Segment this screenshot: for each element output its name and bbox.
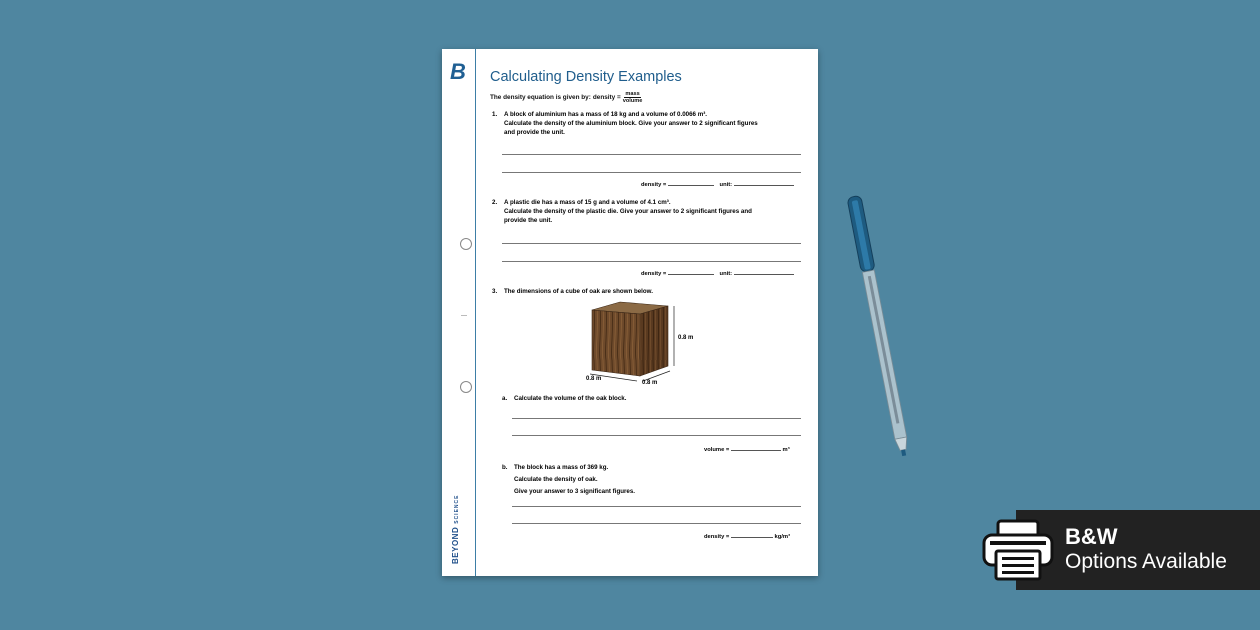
pen-nib [901,449,906,456]
part-label: b. [502,464,508,471]
punch-hole-top [460,238,472,250]
brand-main: BEYOND [451,526,460,564]
question-2 [492,198,804,225]
q1-answer-row [641,182,794,188]
question-3a [502,394,802,403]
question-text: Calculate the density of oak. [514,476,598,483]
density-fraction [623,91,643,104]
pen-ink-tube [868,276,900,424]
cube-side-face [640,306,668,376]
question-number: 2. [492,199,498,206]
brand-sub: SCIENCE [454,494,460,524]
question-text: The block has a mass of 369 kg. [514,464,609,471]
question-text: A block of aluminium has a mass of 18 kg and a volume of 0.0066 m³. [504,111,707,118]
unit-label: unit: [719,271,733,277]
question-text: The dimensions of a cube of oak are shown below. [504,288,653,295]
question-3 [492,287,804,296]
q3a-answer-row [704,447,790,453]
equation-lhs: density = [592,94,621,101]
answer-line[interactable] [502,243,801,244]
question-number: 1. [492,111,498,118]
density-blank[interactable] [668,274,714,275]
beyond-logo-icon: B [450,59,466,84]
question-number: 3. [492,288,498,295]
intro-text [490,91,802,104]
question-1 [492,110,804,137]
volume-blank[interactable] [731,450,781,451]
volume-label: volume = [704,447,730,453]
cube-height-label: 0.8 m [678,335,694,341]
punch-hole-bottom [460,381,472,393]
question-text: Calculate the density of the plastic die. Give your answer to 2 significant figures and [504,208,752,215]
unit-label: unit: [719,182,733,188]
question-text: Give your answer to 3 significant figures. [514,488,636,495]
fraction-numerator: mass [625,91,640,97]
part-label: a. [502,395,508,402]
pen-tip [895,437,909,451]
q3b-answer-row [704,534,790,540]
cube-width-label: 0.8 m [642,380,658,386]
badge-subtitle: Options Available [1065,550,1227,573]
answer-line[interactable] [502,154,801,155]
answer-line[interactable] [512,418,801,419]
density-blank[interactable] [668,185,714,186]
page-title: Calculating Density Examples [490,69,682,85]
intro-sentence: The density equation is given by: [490,94,591,101]
cube-depth-label: 0.8 m [586,376,602,382]
density-label: density = [704,534,730,540]
fraction-denominator: volume [622,98,643,104]
question-text: A plastic die has a mass of 15 g and a volume of 4.1 cm³. [504,199,671,206]
question-text: Calculate the density of the aluminium block. Give your answer to 2 significant figures [504,120,758,127]
density-blank[interactable] [731,537,773,538]
answer-line[interactable] [502,261,801,262]
unit-blank[interactable] [734,185,794,186]
fold-mark [461,315,467,316]
q2-answer-row [641,271,794,277]
volume-unit: m³ [782,447,790,453]
question-text: provide the unit. [504,217,553,224]
question-text: Calculate the volume of the oak block. [514,395,627,402]
answer-line[interactable] [512,435,801,436]
answer-line[interactable] [512,523,801,524]
question-text: and provide the unit. [504,129,565,136]
printer-icon [981,519,1055,581]
worksheet-content [490,69,802,104]
worksheet-page [442,49,818,576]
density-label: density = [641,182,667,188]
answer-line[interactable] [512,506,801,507]
margin-line [475,49,476,576]
cube-front-face [592,310,640,376]
density-label: density = [641,271,667,277]
density-unit: kg/m³ [774,534,791,540]
unit-blank[interactable] [734,274,794,275]
answer-line[interactable] [502,172,801,173]
oak-cube-illustration [587,300,727,392]
ballpoint-pen [845,190,915,462]
badge-title: B&W [1065,524,1118,549]
brand-label [451,495,460,564]
question-3b [502,462,802,498]
